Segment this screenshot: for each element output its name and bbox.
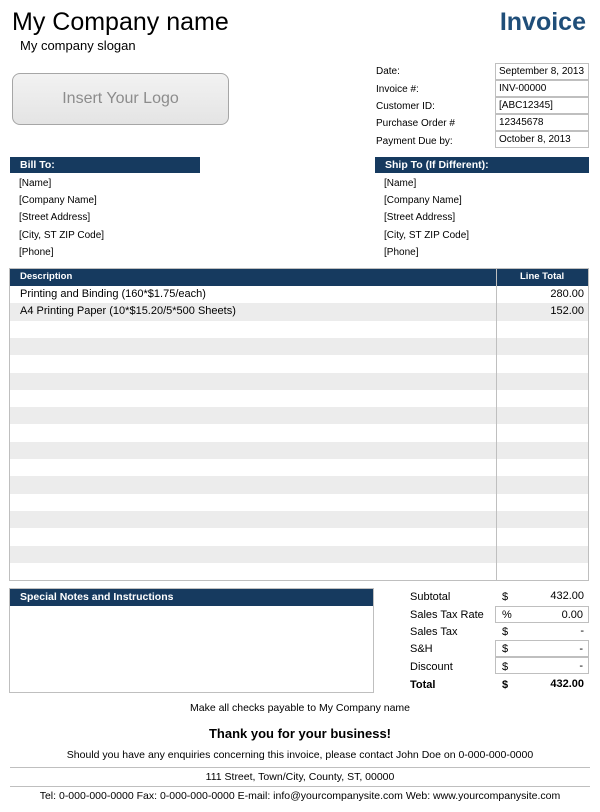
item-line-total: 152.00 [550, 305, 584, 318]
table-row[interactable] [10, 528, 588, 545]
table-row[interactable] [10, 373, 588, 390]
ship-to-phone[interactable]: [Phone] [384, 247, 419, 258]
table-row[interactable] [10, 459, 588, 476]
table-row[interactable] [10, 442, 588, 459]
bill-to-phone[interactable]: [Phone] [19, 247, 54, 258]
col-line-total-header: Line Total [520, 271, 565, 282]
item-description: A4 Printing Paper (10*$15.20/5*500 Sheets) [20, 305, 236, 318]
bill-to-company[interactable]: [Company Name] [19, 195, 97, 206]
ship-to-street[interactable]: [Street Address] [384, 212, 456, 223]
table-row[interactable] [10, 494, 588, 511]
subtotal-label: Subtotal [410, 591, 451, 603]
bill-to-name[interactable]: [Name] [19, 178, 52, 189]
document-title: Invoice [499, 8, 586, 36]
subtotal-value: 432.00 [550, 590, 584, 602]
table-row[interactable] [10, 303, 588, 320]
company-slogan: My company slogan [20, 38, 136, 53]
table-row[interactable] [10, 338, 588, 355]
table-row[interactable] [10, 355, 588, 372]
table-row[interactable] [10, 511, 588, 528]
total-currency: $ [502, 679, 509, 691]
discount-currency: $ [502, 661, 509, 673]
item-description: Printing and Binding (160*$1.75/each) [20, 288, 206, 300]
table-row[interactable] [10, 563, 588, 580]
notes-header: Special Notes and Instructions [10, 589, 373, 606]
footer-divider-2 [10, 786, 590, 787]
bill-to-header: Bill To: [10, 157, 200, 173]
table-row[interactable] [10, 476, 588, 493]
table-row[interactable] [10, 390, 588, 407]
date-label: Date: [376, 66, 400, 77]
discount-field[interactable]: - [495, 657, 589, 674]
customer-id-field[interactable]: [ABC12345] [495, 97, 589, 114]
subtotal-currency: $ [502, 591, 509, 603]
payment-due-field[interactable]: October 8, 2013 [495, 131, 589, 148]
notes-box[interactable] [9, 588, 374, 693]
sales-tax-value: - [580, 625, 584, 637]
sh-field[interactable]: - [495, 640, 589, 657]
ship-to-company[interactable]: [Company Name] [384, 195, 462, 206]
invoice-number-label: Invoice #: [376, 84, 419, 95]
date-field[interactable]: September 8, 2013 [495, 63, 589, 80]
company-name: My Company name [12, 8, 229, 36]
discount-label: Discount [410, 661, 453, 673]
purchase-order-label: Purchase Order # [376, 118, 455, 129]
sh-currency: $ [502, 643, 509, 655]
item-line-total: 280.00 [550, 288, 584, 300]
total-label: Total [410, 679, 436, 691]
table-row[interactable] [10, 424, 588, 441]
checks-payable-note: Make all checks payable to My Company name [189, 702, 411, 714]
bill-to-street[interactable]: [Street Address] [19, 212, 91, 223]
column-divider [496, 269, 497, 580]
footer-contact: Tel: 0-000-000-0000 Fax: 0-000-000-0000 E-mail: info@yourcompanysite.com Web: www.yourcompanysite.com [39, 790, 561, 802]
invoice-number-field[interactable]: INV-00000 [495, 80, 589, 97]
footer-address: 111 Street, Town/City, County, ST, 00000 [205, 771, 395, 783]
table-row[interactable] [10, 321, 588, 338]
purchase-order-field[interactable]: 12345678 [495, 114, 589, 131]
logo-placeholder[interactable]: Insert Your Logo [12, 73, 229, 125]
ship-to-header: Ship To (If Different): [375, 157, 589, 173]
tax-rate-field[interactable]: 0.00 [495, 606, 589, 623]
thank-you-message: Thank you for your business! [208, 726, 392, 741]
items-table [9, 268, 589, 581]
bill-to-city[interactable]: [City, ST ZIP Code] [19, 230, 105, 241]
customer-id-label: Customer ID: [376, 101, 435, 112]
col-description-header: Description [20, 271, 73, 282]
sales-tax-label: Sales Tax [410, 626, 458, 638]
table-row[interactable] [10, 546, 588, 563]
table-row[interactable] [10, 407, 588, 424]
table-row[interactable] [10, 286, 588, 303]
payment-due-label: Payment Due by: [376, 136, 453, 147]
tax-rate-label: Sales Tax Rate [410, 609, 484, 621]
sh-label: S&H [410, 643, 433, 655]
enquiries-note: Should you have any enquiries concerning this invoice, please contact John Doe on 0-000-000-0000 [66, 749, 534, 761]
sales-tax-currency: $ [502, 626, 509, 638]
tax-rate-unit: % [502, 609, 512, 621]
total-value: 432.00 [550, 678, 584, 690]
ship-to-name[interactable]: [Name] [384, 178, 417, 189]
items-table-header [10, 269, 588, 286]
ship-to-city[interactable]: [City, ST ZIP Code] [384, 230, 470, 241]
footer-divider [10, 767, 590, 768]
